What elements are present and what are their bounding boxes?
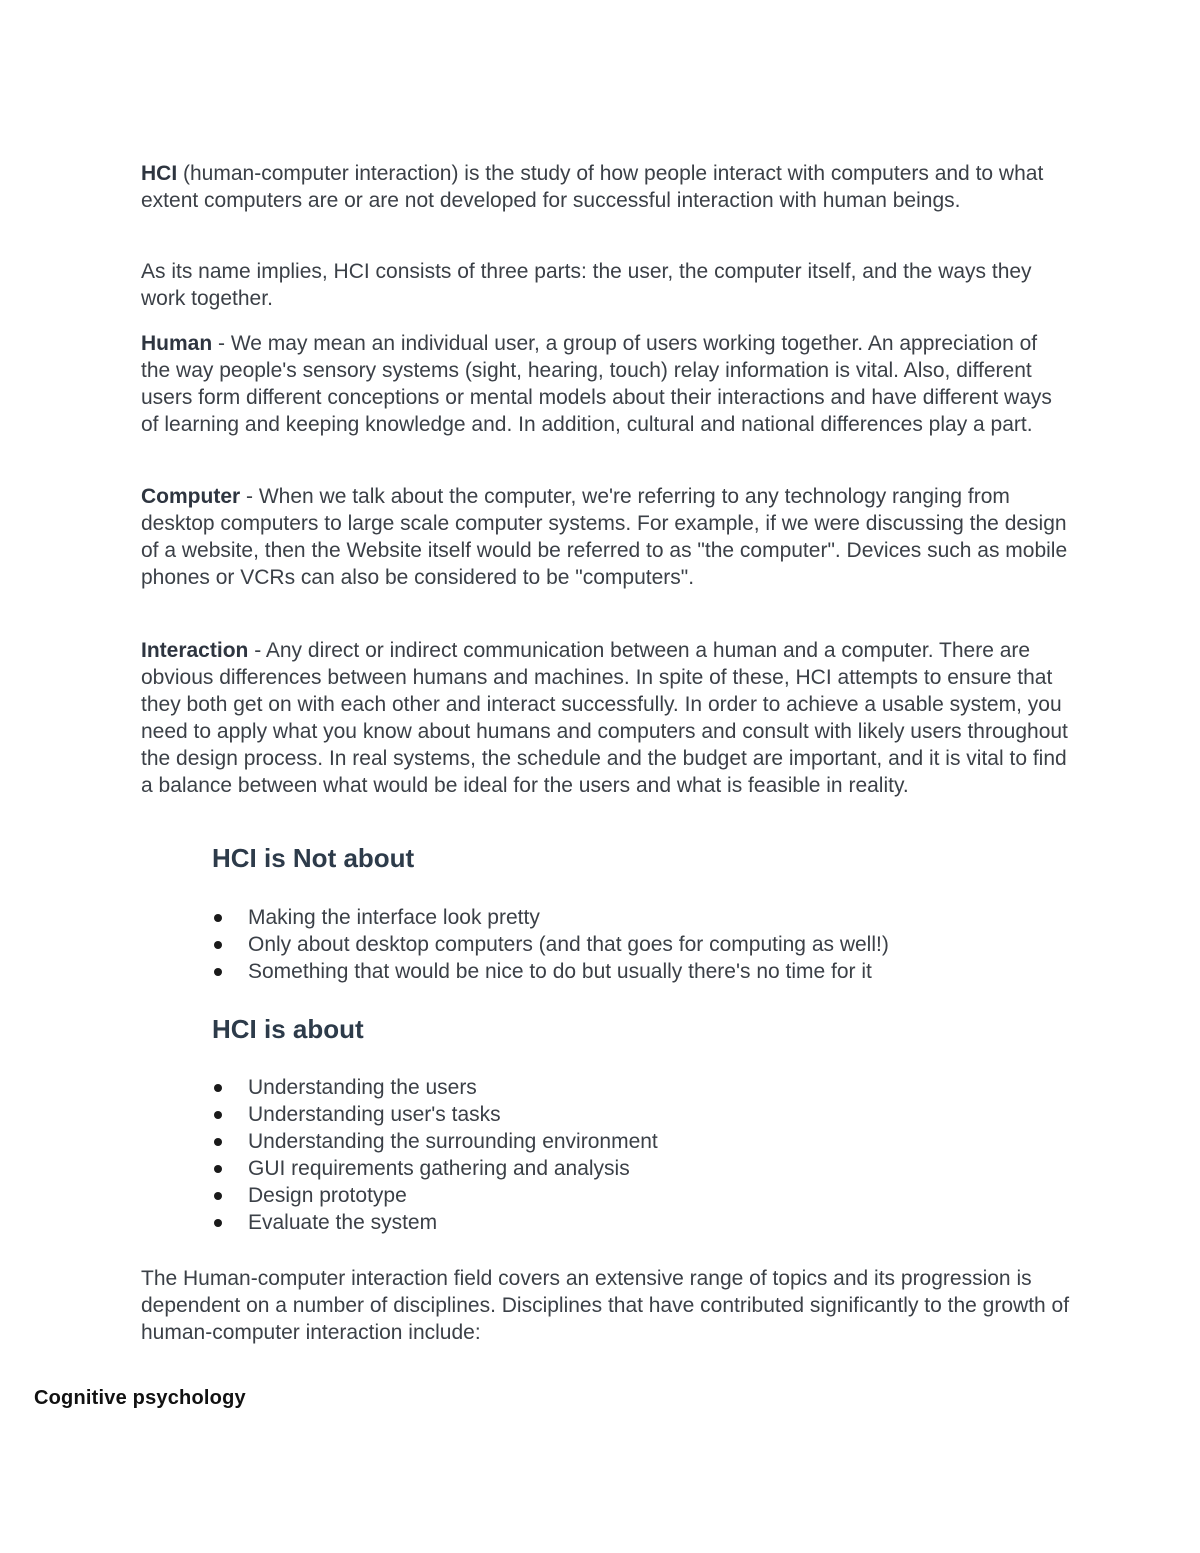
not-about-heading: HCI is Not about xyxy=(212,843,415,873)
human-term: Human xyxy=(141,332,213,355)
about-heading: HCI is about xyxy=(212,1014,364,1044)
bullet-icon xyxy=(214,1111,222,1119)
intro-paragraph xyxy=(141,160,1071,214)
list-item: Evaluate the system xyxy=(212,1209,658,1236)
list-item: Understanding the surrounding environment xyxy=(212,1128,658,1155)
human-text: - We may mean an individual user, a group of users working together. An appreciation of the way people's sensory systems (sight, hearing, touch) relay information is vital. Also, different users form different conceptions or mental models about their interactions and have different ways of learning and keeping knowledge and. In addition, cultural and national differences play a part. xyxy=(141,332,1052,436)
bullet-icon xyxy=(214,968,222,976)
human-paragraph xyxy=(141,330,1071,438)
bullet-icon xyxy=(214,1138,222,1146)
list-item: Understanding the users xyxy=(212,1074,658,1101)
computer-term: Computer xyxy=(141,485,241,508)
not-about-list xyxy=(212,904,889,985)
list-item: Design prototype xyxy=(212,1182,658,1209)
intro-text: (human-computer interaction) is the study of how people interact with computers and to what extent computers are or are not developed for successful interaction with human beings. xyxy=(141,162,1044,212)
disciplines-paragraph: The Human-computer interaction field covers an extensive range of topics and its progression is dependent on a number of disciplines. Disciplines that have contributed significantly to the growth of human-computer interaction include: xyxy=(141,1267,1070,1344)
hci-term: HCI xyxy=(141,162,178,185)
cognitive-psychology-heading: Cognitive psychology xyxy=(34,1387,246,1409)
interaction-paragraph xyxy=(141,637,1071,799)
list-item: GUI requirements gathering and analysis xyxy=(212,1155,658,1182)
bullet-icon xyxy=(214,1219,222,1227)
list-item: Making the interface look pretty xyxy=(212,904,889,931)
list-item: Only about desktop computers (and that goes for computing as well!) xyxy=(212,931,889,958)
computer-paragraph xyxy=(141,483,1071,591)
parts-paragraph: As its name implies, HCI consists of three parts: the user, the computer itself, and the ways they work together. xyxy=(141,260,1032,310)
list-item: Something that would be nice to do but usually there's no time for it xyxy=(212,958,889,985)
bullet-icon xyxy=(214,1192,222,1200)
computer-text: - When we talk about the computer, we're referring to any technology ranging from desktop computers to large scale computer systems. For example, if we were discussing the design of a website, then the Website itself would be referred to as "the computer". Devices such as mobile phones or VCRs can also be considered to be "computers". xyxy=(141,485,1068,589)
bullet-icon xyxy=(214,914,222,922)
interaction-text: - Any direct or indirect communication between a human and a computer. There are obvious differences between humans and machines. In spite of these, HCI attempts to ensure that they both get on with each other and interact successfully. In order to achieve a usable system, you need to apply what you know about humans and computers and consult with likely users throughout the design process. In real systems, the schedule and the budget are important, and it is vital to find a balance between what would be ideal for the users and what is feasible in reality. xyxy=(141,639,1068,797)
bullet-icon xyxy=(214,1084,222,1092)
about-list xyxy=(212,1074,658,1236)
bullet-icon xyxy=(214,941,222,949)
bullet-icon xyxy=(214,1165,222,1173)
list-item: Understanding user's tasks xyxy=(212,1101,658,1128)
interaction-term: Interaction xyxy=(141,639,249,662)
